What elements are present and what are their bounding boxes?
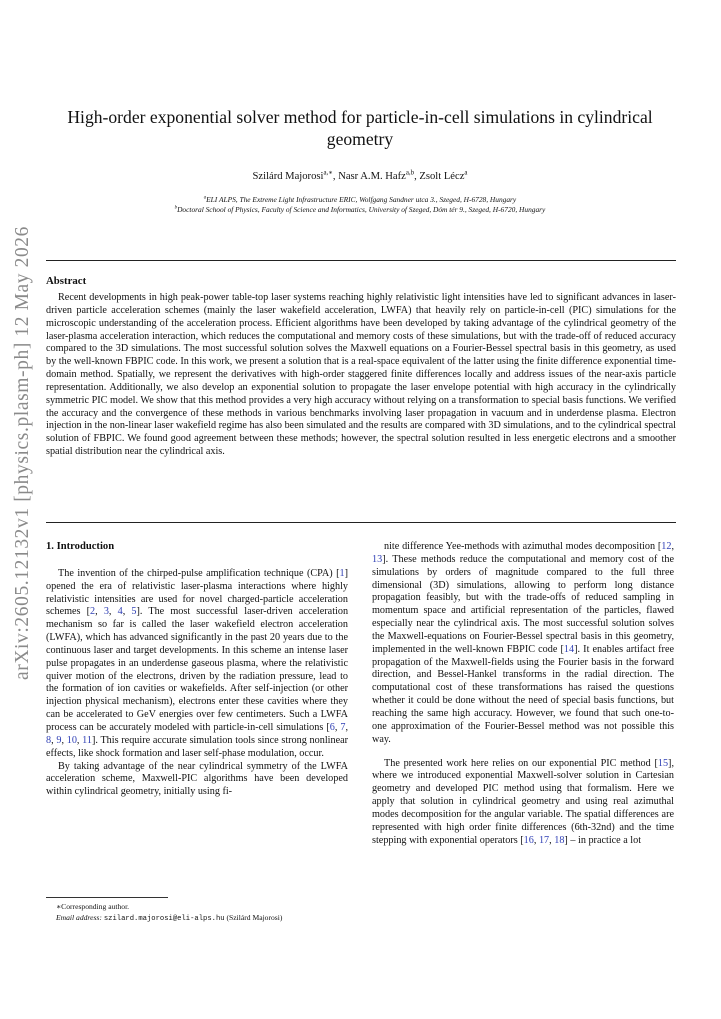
citation-link[interactable]: 8 xyxy=(46,734,52,746)
footnote-rule xyxy=(46,897,168,898)
citation-link[interactable]: 18 xyxy=(554,834,565,846)
paragraph-text: , xyxy=(345,721,349,733)
paragraph-text: The presented work here relies on our exponential PIC method [ xyxy=(384,757,658,769)
citation-link[interactable]: 1 xyxy=(339,567,345,579)
author-affil-mark: a,∗ xyxy=(323,169,333,177)
paragraph-text: , xyxy=(334,721,341,733)
paragraph-text: , xyxy=(108,606,118,618)
paragraph-text: ]. This require accurate simulation tools since strong nonlinear effects, like shock formation and laser self-phase modulation, occur. xyxy=(46,734,349,759)
citation-link[interactable]: 7 xyxy=(340,721,346,733)
right-column-body xyxy=(372,541,674,847)
paragraph-text: The invention of the chirped-pulse amplification technique (CPA) [ xyxy=(58,567,340,579)
paragraph-text: , xyxy=(76,734,83,746)
citation-link[interactable]: 13 xyxy=(372,553,383,565)
paragraph-text: , xyxy=(122,606,132,618)
paragraph xyxy=(372,758,674,848)
corresponding-author-note: ∗Corresponding author. xyxy=(56,902,130,911)
paragraph-text: , xyxy=(671,541,674,552)
paragraph-text: , xyxy=(95,606,104,618)
paragraph-text: nite difference Yee-methods with azimuthal modes decomposition [ xyxy=(384,541,662,552)
citation-link[interactable]: 14 xyxy=(563,643,575,655)
paragraph-text: ]. The most successful laser-driven acceleration mechanism so far is called the laser wakefield electron acceleration (LWFA), which has advanced significantly in the past 20 years due to the continuous laser and target developments. In this scheme an intense laser pulse propagates in an underdense gaseous plasma, where the relativistic quiver motion of the electrons, driven by the radiation pressure, lead to the formation of ion cavities or wakefields. After self-injection (or other injection physical mechanism), electrons enter these cavities where they can be accelerated to GeV energies over few centimeters. Such a LWFA process can be accurately modeled with particle-in-cell simulations [ xyxy=(46,606,349,733)
paragraph-text: , xyxy=(51,734,57,746)
citation-link[interactable]: 11 xyxy=(82,734,92,746)
paragraph-text: ]. These methods reduce the computational and memory cost of the simulations by orders of magnitude compared to the full three dimensional (3D) simulations, allowing to perform long distance propagation feasibly, but with the trade-offs of reduced sampling in momentum space and artificial representation of the particles, flawed especially near the cylindrical axis. The most successful solution solves the Maxwell-equations on Fourier-Bessel spectral basis in this geometry, implemented in the well-known FBPIC code [ xyxy=(372,553,674,655)
affiliations xyxy=(60,195,660,215)
author-affil-mark: a,b xyxy=(405,169,415,177)
citation-link[interactable]: 9 xyxy=(56,734,62,746)
arxiv-stamp xyxy=(6,225,40,681)
paragraph-text: , xyxy=(533,834,539,846)
citation-link[interactable]: 3 xyxy=(103,606,109,618)
author-list: Szilárd Majorosi$^{a,∗}$, Nasr A.M. Hafz$^{a,b}$, Zsolt Lécz$^a$ xyxy=(252,169,468,182)
citation-link[interactable]: 5 xyxy=(131,606,137,618)
paragraph-text: , xyxy=(549,834,555,846)
email-line: Email address: szilard.majorosi@eli-alps.hu (Szilárd Majorosi) xyxy=(56,913,283,923)
affiliation-b: $^b$Doctoral School of Physics, Faculty of Science and Informatics, University of Szeged, Dóm tér 9., Szeged, H-6720, Hungary xyxy=(174,205,546,214)
author-name: Szilárd Majorosi xyxy=(252,171,324,182)
citation-link[interactable]: 15 xyxy=(657,757,669,769)
paragraph xyxy=(46,568,348,761)
section-heading: 1. Introduction xyxy=(46,541,115,552)
citation-link[interactable]: 2 xyxy=(90,606,96,618)
paper-title: High-order exponential solver method for particle-in-cell simulations in cylindrical geometry xyxy=(67,107,653,149)
author-affil-mark: a xyxy=(464,169,468,177)
citation-link[interactable]: 4 xyxy=(117,606,123,618)
paragraph-text: ] opened the era of relativistic laser-plasma interactions where highly relativistic intensities are used for novel charged-particle acceleration schemes [ xyxy=(46,567,348,618)
paragraph xyxy=(46,761,348,800)
paragraph-text: ], where we introduced exponential Maxwell-solver solution in Cartesian geometry and developed PIC method using that formalism. Here we apply that solution in cylindrical geometry and using real azimuthal modes decomposition for the angular variable. The spatial differences are represented with high order finite differences (6th-32nd) and the time stepping with exponential operators [ xyxy=(372,757,674,846)
author-name: Nasr A.M. Hafz xyxy=(338,171,406,182)
left-column-body xyxy=(46,568,348,799)
email-link[interactable]: szilard.majorosi@eli-alps.hu xyxy=(103,915,225,923)
abstract-text: Recent developments in high peak-power table-top laser systems reaching highly relativistic light intensities have led to significant advances in laser-driven particle acceleration schemes (mainly the laser wakefield acceleration, LWFA) that heavily rely on particle-in-cell (PIC) simulations for the microscopic understanding of the acceleration process. Efficient algorithms have been developed by taking advantage of the cylindrical geometry of the laser-plasma acceleration interaction, which reduces the computational and memory costs of these simulations, but with the trade-off of reduced accuracy compared to the 3D simulations. The most successful solution solves the Maxwell equations on a Fourier-Bessel spectral basis in this geometry, as used by the well-known FBPIC code. In this work, we present a solution that is a real-space equivalent of the latter using the finite difference exponential time-domain method. Spatially, we represent the derivatives with high-order staggered finite differences locally and address issues of the near-axis particle representation. Additionally, we also develop an exponential solution to propagate the laser envelope potential with high accuracy in the cylindrically symmetric PIC model. We show that this method provides a very high accuracy without relying on a transformation to special basis functions. We verified the accuracy and the convergence of these methods in various benchmarks involving laser propagation in vacuum and in underdense plasma. Electron injection in the non-linear laser wakefield regime has also been simulated and the results are compared with 3D simulations, and to the cylindrical spectral solution of FBPIC. We found good agreement between these methods; however, the spectral solution resulted in less energetic electrons and a smoother spatial distribution near the cylindrical axis. xyxy=(46,292,676,458)
arxiv-stamp-text: arXiv:2605.12132v1 [physics.plasm-ph] 12 May 2026 xyxy=(12,225,33,681)
paragraph-text: , xyxy=(61,734,67,746)
abstract-top-rule xyxy=(46,260,676,261)
paragraph xyxy=(372,541,674,747)
paragraph-text: By taking advantage of the near cylindrical symmetry of the LWFA acceleration scheme, Maxwell-PIC algorithms have been developed within cylindrical geometry, initially using fi- xyxy=(46,760,348,798)
right-column xyxy=(372,541,674,847)
citation-link[interactable]: 10 xyxy=(66,734,77,746)
author-name: Zsolt Lécz xyxy=(419,171,465,182)
paragraph-text: ] – in practice a lot xyxy=(564,834,642,846)
abstract-heading: Abstract xyxy=(46,275,87,287)
citation-link[interactable]: 6 xyxy=(329,721,335,733)
citation-link[interactable]: 12 xyxy=(661,541,672,552)
footnote xyxy=(46,901,356,925)
left-column xyxy=(46,541,348,799)
affiliation-a: $^a$ELI ALPS, The Extreme Light Infrastructure ERIC, Wolfgang Sandner utca 3., Szeged, H-6728, Hungary xyxy=(203,195,517,204)
citation-link[interactable]: 16 xyxy=(523,834,534,846)
citation-link[interactable]: 17 xyxy=(538,834,550,846)
paragraph-text: ]. It enables artifact free propagation of the Maxwell-fields using the Fourier basis in the forward direction, and Bessel-Hankel transforms in the radial direction. The computational cost of these transformations has raised the questions whether it could be done without the need of special basis functions, but reaching the same high accuracy. However, we found that such one-to-one approximation of the Fourier-Bessel method was not possible this way. xyxy=(372,643,674,745)
abstract-bottom-rule xyxy=(46,522,676,523)
